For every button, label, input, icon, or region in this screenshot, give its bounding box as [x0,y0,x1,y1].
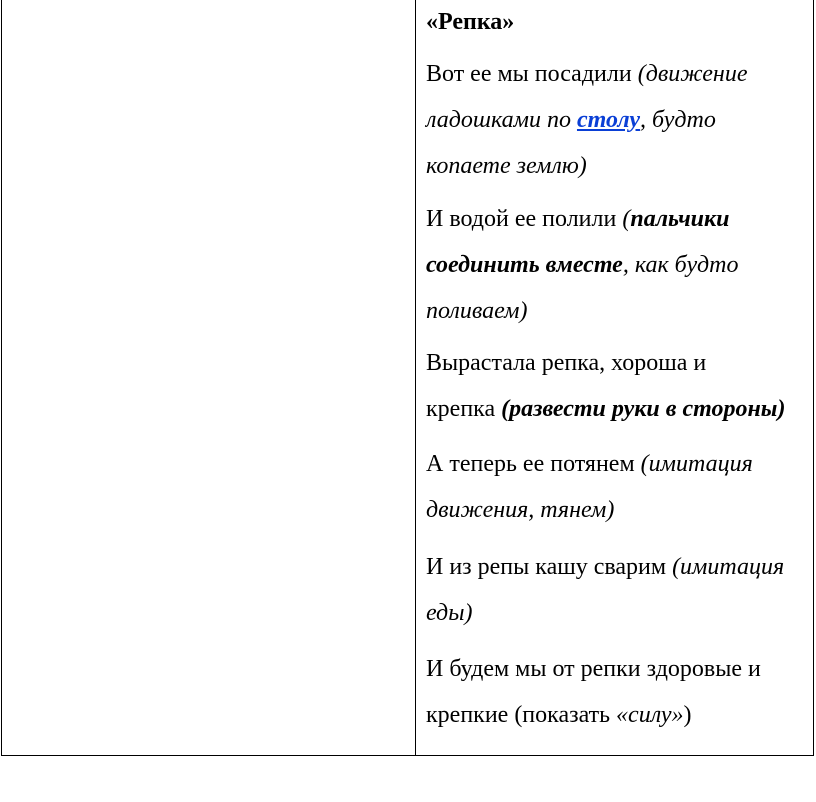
stanza-6-line-1: И будем мы от репки здоровые и [426,656,761,682]
stanza-1 [426,51,806,189]
stanza-4-line-1 [426,441,806,487]
stanza-6-italic: «силу» [616,702,684,728]
stanza-2-line-2 [426,242,806,288]
stanza-5-text: И из репы кашу сварим [426,554,673,580]
stanza-5-italic-a: (имитация [672,554,785,580]
stanza-1-action-part-a: ладошками по [426,107,577,133]
stanza-4-text: А теперь ее потянем [426,451,641,477]
stanza-6-line-2 [426,692,806,738]
stanza-2-line-1 [426,196,806,242]
stanza-3-line-1: Вырастала репка, хороша и [426,350,707,376]
stanza-1-text: Вот ее мы посадили [426,61,638,87]
stanza-1-action: (движение [637,61,748,87]
stanza-1-line-2 [426,97,806,143]
stanza-5-line-1 [426,544,806,590]
stanza-2-paren: ( [622,206,631,232]
stanza-2-line-3 [426,288,806,334]
stanza-5-line-2 [426,590,806,636]
table-cell-left [2,0,416,755]
stanza-2-bold-a: пальчики [630,206,730,232]
stanza-3 [426,340,806,432]
stanza-6-text-a: крепкие (показать [426,702,617,728]
stanza-3-text: крепка [426,396,502,422]
stanza-2 [426,196,806,334]
stanza-2-bold-b: соединить вместе [426,252,623,278]
poem-title: «Репка» [426,9,515,35]
stanza-6 [426,646,806,738]
stanza-5-italic-b: еды) [426,600,473,626]
stanza-3-line-2 [426,386,806,432]
stanza-2-italic-b: поливаем) [426,298,528,324]
stanza-1-action-part-b: , будто [640,107,716,133]
stanza-6-text-b: ) [683,702,692,728]
stanza-2-text: И водой ее полили [426,206,623,232]
table-cell-right [416,0,813,755]
stanza-5 [426,544,806,636]
stanza-4-italic-b: движения, тянем) [426,497,615,523]
stanza-4-line-2 [426,487,806,533]
document-table [1,0,814,756]
stanza-1-action-part-c: копаете землю) [426,153,587,179]
stanza-4-italic-a: (имитация [640,451,753,477]
stanza-1-line-1 [426,51,806,97]
stanza-4 [426,441,806,533]
stanza-3-bold: (развести руки в стороны) [501,396,786,422]
stanza-2-italic-a: , как будто [622,252,739,278]
stanza-1-line-3 [426,143,806,189]
stol-link[interactable]: столу [576,107,641,133]
